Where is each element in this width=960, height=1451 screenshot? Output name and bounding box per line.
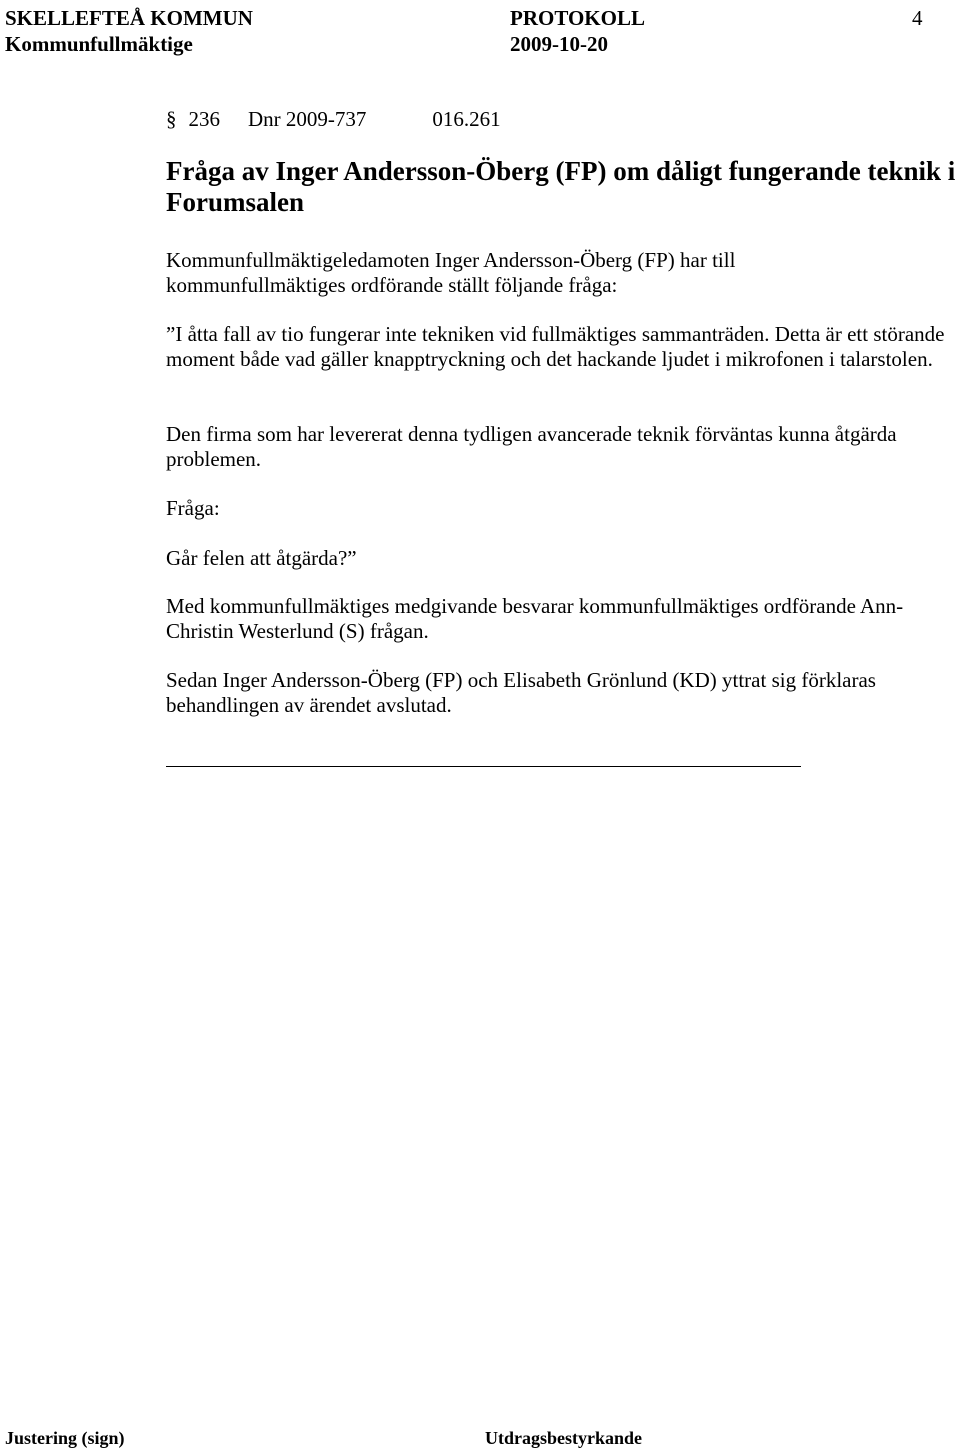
- section-sign: §: [166, 107, 177, 131]
- footer-utdrag: Utdragsbestyrkande: [485, 1428, 643, 1448]
- paragraph-question: Går felen att åtgärda?”: [166, 546, 357, 570]
- item-dnr: Dnr 2009-737: [248, 107, 367, 131]
- paragraph-closing: Sedan Inger Andersson-Öberg (FP) och Elisabeth Grönlund (KD) yttrat sig förklaras behandlingen av ärendet avslutad.: [166, 668, 876, 717]
- page-title: Fråga av Inger Andersson-Öberg (FP) om dåligt fungerande teknik i Forumsalen: [166, 156, 956, 217]
- divider-line: [166, 766, 801, 767]
- paragraph-answer: Med kommunfullmäktiges medgivande besvarar kommunfullmäktiges ordförande Ann-Christin Westerlund (S) frågan.: [166, 594, 904, 643]
- item-code: 016.261: [432, 107, 501, 131]
- footer-justering: Justering (sign): [5, 1428, 125, 1448]
- paragraph-expectation: Den firma som har levererat denna tydligen avancerade teknik förväntas kunna åtgärda problemen.: [166, 422, 897, 471]
- header-doc-type: PROTOKOLL: [510, 6, 645, 30]
- header-page-number: 4: [912, 6, 923, 30]
- paragraph-question-label: Fråga:: [166, 496, 220, 520]
- item-number: 236: [188, 107, 220, 131]
- paragraph-quote: ”I åtta fall av tio fungerar inte tekniken vid fullmäktiges sammanträden. Detta är ett störande moment både vad gäller knapptryckning och det hackande ljudet i mikrofonen i talarstolen.: [166, 322, 945, 371]
- header-body: Kommunfullmäktige: [5, 32, 193, 56]
- item-line: [166, 107, 501, 132]
- paragraph-intro: Kommunfullmäktigeledamoten Inger Andersson-Öberg (FP) har till kommunfullmäktiges ordförande ställt följande fråga:: [166, 248, 736, 297]
- header-date: 2009-10-20: [510, 32, 608, 56]
- header-org: SKELLEFTEÅ KOMMUN: [5, 6, 253, 30]
